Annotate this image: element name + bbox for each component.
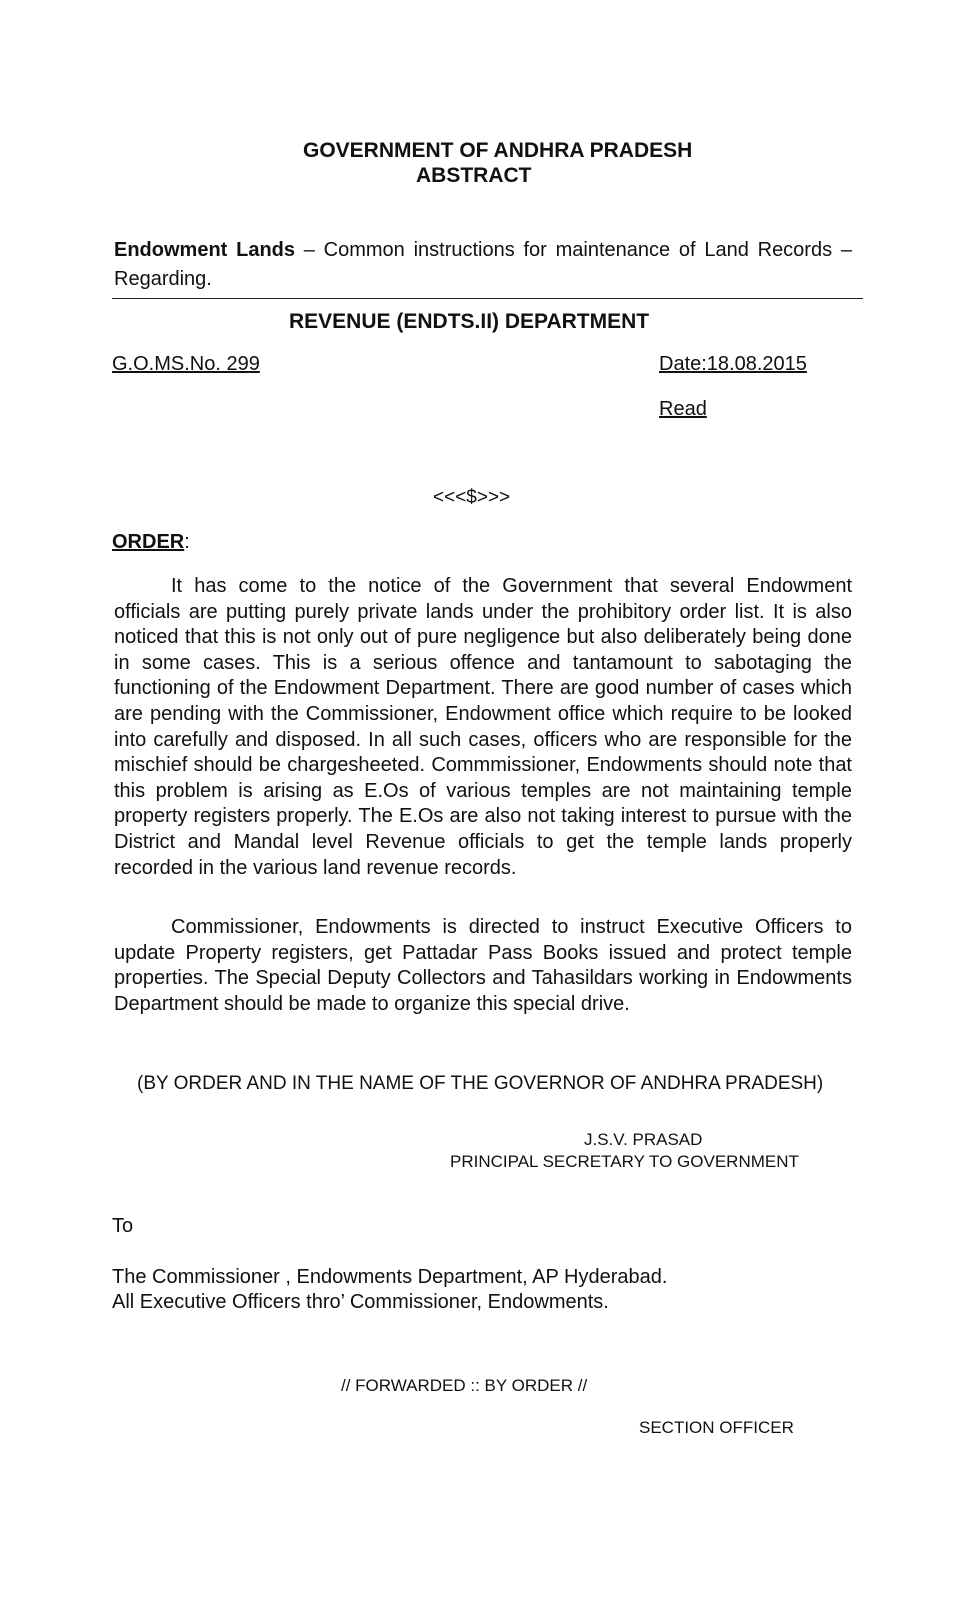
to-label: To — [112, 1215, 134, 1237]
section-officer: SECTION OFFICER — [639, 1418, 794, 1437]
separator: <<<$>>> — [433, 487, 511, 508]
divider-line — [112, 298, 863, 299]
order-heading — [112, 531, 190, 554]
signatory-name: J.S.V. PRASAD — [584, 1130, 703, 1149]
order-paragraph-1: It has come to the notice of the Government that several Endowment officials are putting purely private lands under the prohibitory order list. It is also noticed that this is not only out of pure negligence but also deliberately being done in some cases. This is a serious offence and tantamount to sabotaging the functioning of the Endowment Department. There are good number of cases which are pending with the Commissioner, Endowment office which require to be looked into carefully and disposed. In all such cases, officers who are responsible for the mischief should be chargesheeted. Commmissioner, Endowments should note that this problem is arising as E.Os of various temples are not maintaining temple property registers properly. The E.Os are also not taking interest to pursue with the District and Mandal level Revenue officials to get the temple lands properly recorded in the various land revenue records. — [114, 575, 852, 879]
header-government: GOVERNMENT OF ANDHRA PRADESH — [303, 139, 693, 162]
subject-lead: Endowment Lands — [114, 239, 295, 261]
subject — [114, 236, 852, 294]
forwarded-line: // FORWARDED :: BY ORDER // — [341, 1376, 588, 1395]
recipient-2: All Executive Officers thro’ Commissioner, Endowments. — [112, 1291, 609, 1313]
header-abstract: ABSTRACT — [416, 164, 532, 187]
by-order-line: (BY ORDER AND IN THE NAME OF THE GOVERNOR OF ANDHRA PRADESH) — [137, 1073, 824, 1094]
read-label: Read — [659, 398, 707, 420]
order-label: ORDER — [112, 531, 185, 553]
signatory-designation: PRINCIPAL SECRETARY TO GOVERNMENT — [450, 1152, 799, 1171]
order-colon: : — [184, 531, 190, 553]
order-date: Date:18.08.2015 — [659, 353, 807, 375]
recipient-1: The Commissioner , Endowments Department, AP Hyderabad. — [112, 1266, 668, 1288]
order-paragraph-2: Commissioner, Endowments is directed to instruct Executive Officers to update Property registers, get Pattadar Pass Books issued and protect temple properties. The Special Deputy Collectors and Tahasildars working in Endowments Department should be made to organize this special drive. — [114, 916, 852, 1015]
department-title: REVENUE (ENDTS.II) DEPARTMENT — [289, 310, 650, 333]
go-number: G.O.MS.No. 299 — [112, 353, 260, 375]
subject-text: – Common instructions for maintenance of Land Records – Regarding. — [114, 239, 852, 290]
